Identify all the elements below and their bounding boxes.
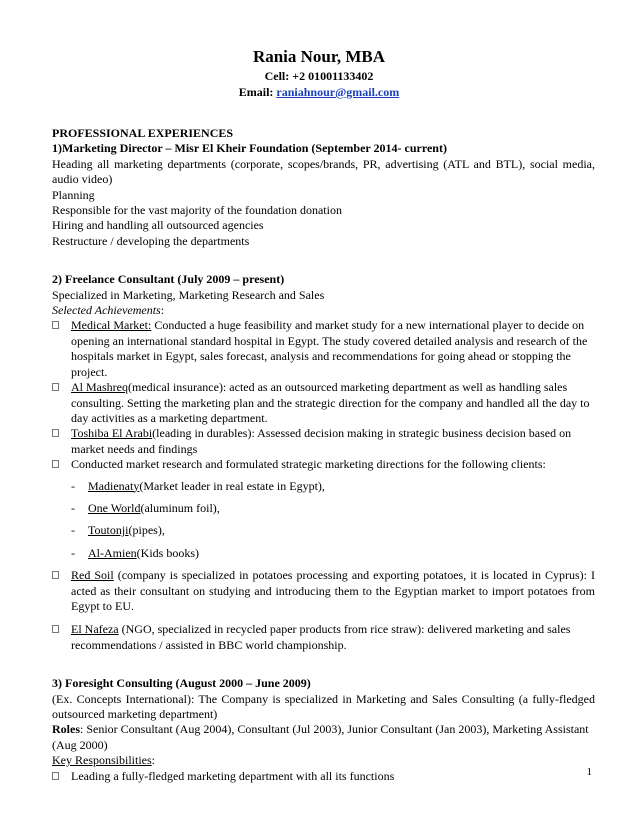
page-number: 1 [586, 766, 592, 778]
achievement-item [52, 568, 595, 614]
roles-label: Roles [52, 722, 80, 737]
job1-line: Restructure / developing the departments [52, 233, 250, 248]
resp-label: Key Responsibilities [52, 753, 152, 768]
achievement-item [52, 426, 595, 457]
checkbox-bullet-icon [52, 571, 59, 579]
roles-text: : Senior Consultant (Aug 2004), Consultant (Jul 2003), Junior Consultant (Jan 2003), Marketing Assistant (Aug 2000) [52, 722, 589, 752]
dash-bullet-icon: - [71, 523, 75, 538]
client-name: Al Mashreq [71, 380, 128, 395]
achievement-item [52, 380, 595, 426]
resume-body [52, 126, 595, 784]
achievement-text: Conducted market research and formulated strategic marketing directions for the following clients: [71, 457, 546, 472]
achievement-text: : Assessed decision making in strategic business decision based on market needs and findings [71, 426, 572, 456]
job1-title: 1)Marketing Director – Misr El Kheir Foundation (September 2014- current) [52, 141, 447, 156]
achievements-heading: Selected Achievements: [52, 303, 165, 318]
responsibility-text: Leading a fully-fledged marketing department with all its functions [71, 768, 395, 783]
client-name: Toutonji [88, 523, 129, 538]
client-name: El Nafeza [71, 622, 119, 637]
cell-value: +2 01001133402 [292, 69, 374, 83]
achievements-label: Selected Achievements [52, 303, 161, 318]
achievement-text: (company is specialized in potatoes processing and exporting potatoes, it is located in Cyprus): I acted as their consultant on studying and introducing them to the Egyptian market to import potatoes from Egypt to EU. [71, 568, 596, 613]
cell-label: Cell: [264, 69, 290, 83]
client-name: Madienaty [88, 478, 140, 493]
job3-title: 3) Foresight Consulting (August 2000 – June 2009) [52, 676, 311, 691]
checkbox-bullet-icon [52, 321, 59, 329]
spacer [52, 653, 595, 676]
email-label: Email: [238, 85, 274, 99]
section-title: PROFESSIONAL EXPERIENCES [52, 126, 234, 140]
client-paren: (medical insurance) [128, 380, 223, 395]
job3-roles [52, 722, 595, 753]
achievement-item [52, 318, 595, 380]
client-desc: (Kids books) [136, 545, 199, 560]
achievement-text: Conducted a huge feasibility and market study for a new international player to decide on opening an international standard hospital in Egypt. The study covered detailed analysis and research of the hospitals market in Egypt, sales forecast, analysis and recommendations for going ahead or stopping the project. [71, 318, 588, 379]
achievement-item [52, 622, 595, 653]
job1-line: Hiring and handling all outsourced agencies [52, 218, 264, 233]
client-name: Medical Market: [71, 318, 152, 333]
responsibility-item [52, 769, 595, 784]
resume-header [0, 46, 638, 100]
dash-bullet-icon: - [71, 545, 75, 560]
checkbox-bullet-icon [52, 383, 59, 391]
job1-line: Responsible for the vast majority of the foundation donation [52, 203, 342, 218]
email-line [0, 84, 638, 100]
job1-line: Planning [52, 187, 95, 202]
client-name: One World [88, 500, 141, 515]
client-list-item [52, 523, 595, 538]
achievement-item [52, 457, 595, 472]
checkbox-bullet-icon [52, 625, 59, 633]
job1-line: Heading all marketing departments (corporate, scopes/brands, PR, advertising (ATL and BTL), social media, audio video) [52, 156, 595, 187]
dash-bullet-icon: - [71, 500, 75, 515]
achievement-text: (NGO, specialized in recycled paper products from rice straw): delivered marketing and sales recommendations / assisted in BBC world championship. [71, 622, 571, 652]
email-link[interactable]: raniahnour@gmail.com [276, 85, 400, 99]
client-desc: (aluminum foil), [140, 500, 220, 515]
checkbox-bullet-icon [52, 429, 59, 437]
cell-line [0, 68, 638, 84]
achievement-text: : acted as an outsourced marketing department as well as handling sales consulting. Setting the marketing plan and the strategic direction for the company and handled all the day to day activities as a marketing department. [71, 380, 590, 425]
dash-bullet-icon: - [71, 478, 75, 493]
client-list-item [52, 501, 595, 516]
job3-resp-heading: Key Responsibilities: [52, 753, 156, 768]
spacer [52, 249, 595, 272]
candidate-name: Rania Nour, MBA [252, 47, 386, 66]
job3-desc: (Ex. Concepts International): The Company is specialized in Marketing and Sales Consulting (a fully-fledged outsourced marketing department) [52, 691, 595, 721]
client-list-item [52, 479, 595, 494]
client-name: Toshiba El Arabi [71, 426, 153, 441]
job2-title: 2) Freelance Consultant (July 2009 – present) [52, 272, 285, 287]
client-name: Al-Amien [88, 545, 137, 560]
client-name: Red Soil [71, 568, 114, 583]
client-desc: (Market leader in real estate in Egypt), [139, 478, 325, 493]
client-desc: (pipes), [128, 523, 165, 538]
spacer [52, 614, 595, 622]
client-list-item [52, 546, 595, 561]
client-paren: (leading in durables) [152, 426, 252, 441]
checkbox-bullet-icon [52, 460, 59, 468]
checkbox-bullet-icon [52, 772, 59, 780]
job2-subtitle: Specialized in Marketing, Marketing Research and Sales [52, 287, 325, 302]
